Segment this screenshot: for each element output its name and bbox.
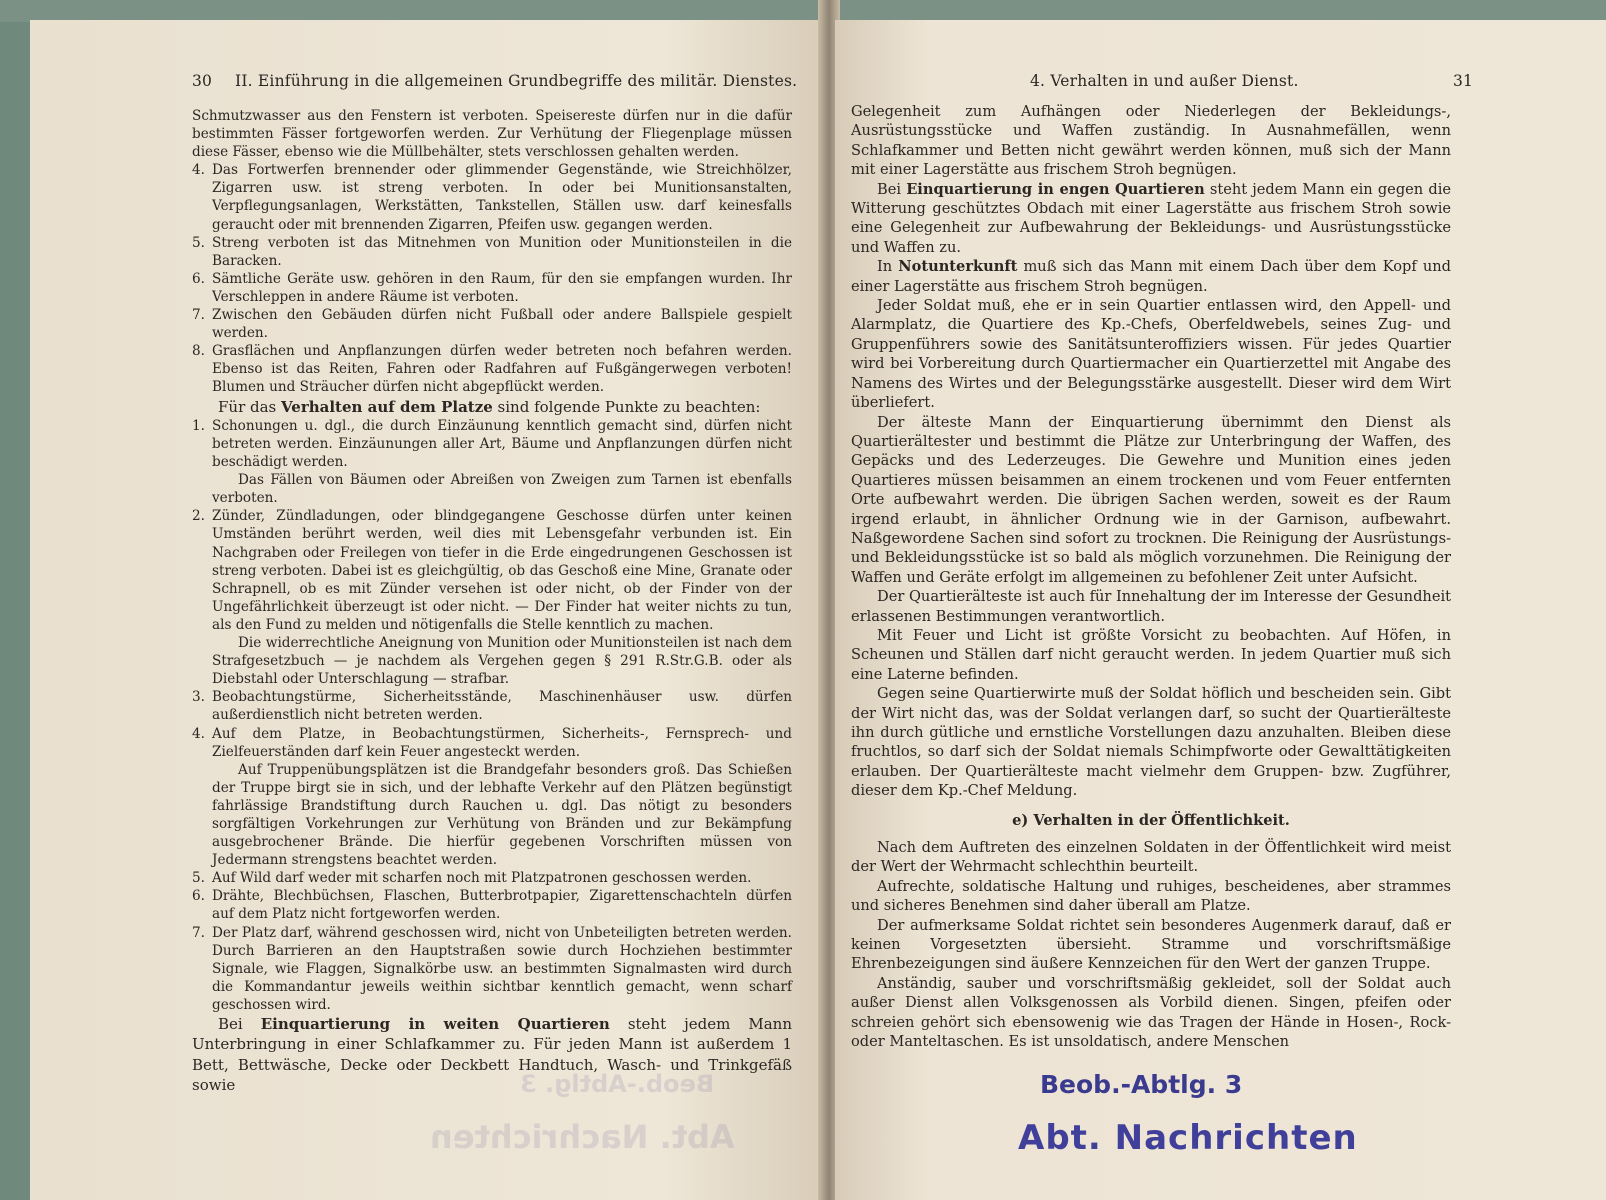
- unit-stamp: Beob.-Abtlg. 3: [1040, 1070, 1243, 1099]
- right-page: [835, 20, 1606, 1200]
- list-item: [192, 161, 792, 233]
- bold-term: Einquartierung in weiten Quartieren: [260, 1015, 610, 1033]
- bold-term: Einquartierung in engen Quartieren: [906, 180, 1205, 198]
- unit-stamp: Abt. Nachrichten: [1018, 1118, 1358, 1158]
- item-number: 5.: [192, 234, 205, 251]
- list-item: 5. Auf Wild darf weder mit scharfen noch mit Platzpatronen geschossen werden.: [192, 869, 792, 887]
- paragraph: Der Quartierälteste ist auch für Innehaltung der im Interesse der Gesundheit erlassenen Bestimmungen verantwortlich.: [851, 588, 1451, 625]
- item-text: Drähte, Blechbüchsen, Flaschen, Butterbrotpapier, Zigarettenschachteln dürfen auf dem Platz nicht fortgeworfen werden.: [212, 888, 792, 923]
- paragraph: Gelegenheit zum Aufhängen oder Niederlegen der Bekleidungs-, Ausrüstungsstücke und Waffen zuständig. In Ausnahmefällen, wenn Schlafkammer und Betten nicht gewährt werden können, muß sich der Mann mit einer Lagerstätte aus frischem Stroh begnügen.: [851, 103, 1451, 179]
- bold-term: Notunterkunft: [898, 258, 1018, 276]
- item-text: Auf dem Platze, in Beobachtungstürmen, Sicherheits-, Fernsprech- und Zielfeuerständen darf kein Feuer angesteckt werden. Auf Truppenübungsplätzen ist die Brandgefahr besonders groß. Das Schießen der Truppe birgt sie in sich, und der lebhafte Verkehr auf den Plätzen begünstigt fahrlässige Brandstiftung durch Rauchen u. dgl. Das nötigt zu besonders sorgfältigen Vorkehrungen zur Verhütung von Bränden und zur Bekämpfung ausgebrochener Brände. Die hierfür gegebenen Vorschriften müssen von Jedermann strengstens beachtet werden.: [212, 725, 792, 869]
- paragraph: Mit Feuer und Licht ist größte Vorsicht zu beobachten. Auf Höfen, in Scheunen und Ställen darf nicht geraucht werden. In jedem Quartier muß sich eine Laterne befinden.: [851, 626, 1451, 683]
- bold-term: Verhalten auf dem Platze: [281, 397, 493, 416]
- running-head-right: 4. Verhalten in und außer Dienst.: [1030, 72, 1299, 90]
- item-text: Zünder, Zündladungen, oder blindgegangene Geschosse dürfen unter keinen Umständen berührt werden, weil dies mit Lebensgefahr verbunden ist. Ein Nachgraben oder Freilegen von tiefer in die Erde eingedrungenen Geschossen ist streng verboten. Dabei ist es gleichgültig, ob das Geschoß eine Mine, Granate oder Schrapnell, ob es mit Zünder versehen ist oder nicht, ob der Finder von der Ungefährlichkeit überzeugt ist oder nicht. — Der Finder hat weiter nichts zu tun, als den Fund zu melden und nötigenfalls die Stelle kenntlich zu machen. Die widerrechtliche Aneignung von Munition oder Munitionsteilen ist nach dem Strafgesetzbuch — je nachdem als Vergehen gegen § 291 R.Str.G.B. oder als Diebstahl oder Unterschlagung — strafbar.: [212, 508, 792, 688]
- paragraph: Jeder Soldat muß, ehe er in sein Quartier entlassen wird, den Appell- und Alarmplatz, die Quartiere des Kp.-Chefs, Oberfeldwebels, seines Zug- und Gruppenführers sowie des Sanitätsunteroffiziers wissen. Für jedes Quartier wird bei Vorbereitung durch Quartiermacher ein Quartierzettel mit Angabe des Namens des Wirtes und der Belegungsstärke ausgestellt. Dieser wird dem Wirt überliefert.: [851, 297, 1451, 412]
- left-page: [30, 20, 822, 1200]
- paragraph: Gegen seine Quartierwirte muß der Soldat höflich und bescheiden sein. Gibt der Wirt nicht das, was der Soldat verlangen darf, so sucht der Quartierälteste ihn durch gütliche und ernstliche Vorstellungen dazu anzuhalten. Bleiben diese fruchtlos, so darf sich der Soldat niemals Schimpfworte oder Gewalttätigkeiten erlauben. Der Quartierälteste macht vielmehr dem Gruppen- bzw. Zugführer, dieser dem Kp.-Chef Meldung.: [851, 685, 1451, 800]
- list-item: [192, 306, 792, 342]
- list-item: 3. Beobachtungstürme, Sicherheitsstände, Maschinenhäuser usw. dürfen außerdienstlich nicht betreten werden.: [192, 689, 792, 724]
- item-text: Auf Wild darf weder mit scharfen noch mit Platzpatronen geschossen werden.: [212, 870, 752, 887]
- stamp-bleedthrough: Abt. Nachrichten: [430, 1118, 735, 1156]
- item-text: Das Fortwerfen brennender oder glimmender Gegenstände, wie Streichhölzer, Zigarren usw. ist streng verboten. In oder bei Munitionsanstalten, Verpflegungsanlagen, Werkstätten, Tankstellen, Ställen usw. darf keinesfalls geraucht oder mit brennenden Zigarren, Pfeifen usw. gegangen werden.: [212, 162, 792, 233]
- paragraph: Nach dem Auftreten des einzelnen Soldaten in der Öffentlichkeit wird meist der Wert der Wehrmacht schlechthin beurteilt.: [851, 839, 1451, 876]
- item-number: 4.: [192, 162, 205, 179]
- page-number-left: 30: [192, 72, 213, 90]
- list-item: [192, 270, 792, 306]
- item-number: 6.: [192, 270, 205, 287]
- background-band: [0, 0, 1606, 22]
- item-text: Der Platz darf, während geschossen wird, nicht von Unbeteiligten betreten werden. Durch Barrieren an den Hauptstraßen sowie durch Hochziehen bestimmter Signale, wie Flaggen, Signalkörbe usw. an bestimmten Signalmasten wird durch die Kommandantur jeweils weithin sichtbar kenntlich gemacht, wenn scharf geschossen wird.: [212, 924, 792, 1013]
- item-text: Beobachtungstürme, Sicherheitsstände, Maschinenhäuser usw. dürfen außerdienstlich nicht betreten werden.: [212, 689, 792, 724]
- list-item: [192, 234, 792, 270]
- text-run: Für das: [218, 397, 282, 416]
- list-item: 1. Schonungen u. dgl., die durch Einzäunung kenntlich gemacht sind, dürfen nicht betreten werden. Einzäunungen aller Art, Bäume und Anpflanzungen dürfen nicht beschädigt werden. Das Fällen von Bäumen oder Abreißen von Zweigen zum Tarnen ist ebenfalls verboten.: [192, 417, 792, 507]
- paragraph: Bei Einquartierung in engen Quartieren steht jedem Mann ein gegen die Witterung geschütztes Obdach mit einer Lagerstätte aus frischem Stroh sowie eine Gelegenheit zur Aufbewahrung der Bekleidungs- und Ausrüstungsstücke und Waffen zu.: [851, 180, 1452, 256]
- paragraph: Der älteste Mann der Einquartierung übernimmt den Dienst als Quartierältester und bestimmt die Plätze zur Unterbringung der Waffen, des Gepäcks und des Lederzeuges. Die Gewehre und Munition eines jeden Quartieres müssen beisammen an einem trockenen und vom Feuer entfernten Orte aufbewahrt werden. Die übrigen Sachen werden, soweit es der Raum irgend erlaubt, in ähnlicher Ordnung wie in der Garnison, aufbewahrt. Naßgewordene Sachen sind sofort zu trocknen. Die Reinigung der Ausrüstungs- und Bekleidungsstücke ist so bald als möglich vorzunehmen. Die Reinigung der Waffen und Geräte erfolgt im allgemeinen zu befohlener Zeit unter Aufsicht.: [851, 413, 1451, 586]
- item-number: 8.: [192, 343, 205, 360]
- list-item: [192, 342, 792, 396]
- item-text: Zwischen den Gebäuden dürfen nicht Fußball oder andere Ballspiele gespielt werden.: [212, 307, 792, 342]
- paragraph: Anständig, sauber und vorschriftsmäßig gekleidet, soll der Soldat auch außer Dienst allen Volksgenossen als Vorbild dienen. Singen, pfeifen oder schreien gehört sich ebensowenig wie das Tragen der Hände in Hosen-, Rock- oder Manteltaschen. Es ist unsoldatisch, andere Menschen: [851, 974, 1451, 1051]
- item-text: Schonungen u. dgl., die durch Einzäunung kenntlich gemacht sind, dürfen nicht betreten werden. Einzäunungen aller Art, Bäume und Anpflanzungen dürfen nicht beschädigt werden. Das Fällen von Bäumen oder Abreißen von Zweigen zum Tarnen ist ebenfalls verboten.: [212, 417, 792, 507]
- list-item: 6. Drähte, Blechbüchsen, Flaschen, Butterbrotpapier, Zigarettenschachteln dürfen auf dem Platz nicht fortgeworfen werden.: [192, 888, 792, 923]
- running-head-left: II. Einführung in die allgemeinen Grundbegriffe des militär. Dienstes.: [235, 72, 798, 90]
- item-text: Grasflächen und Anpflanzungen dürfen weder betreten noch befahren werden. Ebenso ist das Reiten, Fahren oder Radfahren auf Fußgängerwegen verboten! Blumen und Sträucher dürfen nicht abgepflückt werden.: [212, 343, 792, 396]
- item-text: Streng verboten ist das Mitnehmen von Munition oder Munitionsteilen in die Baracken.: [212, 234, 792, 269]
- text-run: steht jedem Mann Unterbringung in einer Schlafkammer zu. Für jeden Mann ist außerdem 1 Bett, Bettwäsche, Decke oder Deckbett Handtuch, Wasch- und Trinkgefäß sowie: [192, 1015, 792, 1095]
- text-run: sind folgende Punkte zu beachten:: [492, 397, 761, 416]
- text-run: Bei: [218, 1015, 261, 1033]
- right-page-body: [851, 102, 1451, 1052]
- paragraph: Der aufmerksame Soldat richtet sein besonderes Augenmerk darauf, daß er keinen Vorgesetzten übersieht. Stramme und vorschriftsmäßige Ehrenbezeigungen sind äußere Kennzeichen für den Wert der ganzen Truppe.: [851, 916, 1451, 973]
- stamp-bleedthrough: Beob.-Abtlg. 3: [520, 1070, 715, 1098]
- section-heading: e) Verhalten in der Öffentlichkeit.: [1012, 811, 1290, 829]
- item-text: Sämtliche Geräte usw. gehören in den Raum, für den sie empfangen wurden. Ihr Verschleppen in andere Räume ist verboten.: [212, 270, 792, 305]
- intro-paragraph: Schmutzwasser aus den Fenstern ist verboten. Speisereste dürfen nur in die dafür bestimmten Fässer fortgeworfen werden. Zur Verhütung der Fliegenplage müssen diese Fässer, ebenso wie die Müllbehälter, stets verschlossen gehalten werden.: [192, 108, 792, 161]
- list-item: 2. Zünder, Zündladungen, oder blindgegangene Geschosse dürfen unter keinen Umständen berührt werden, weil dies mit Lebensgefahr verbunden ist. Ein Nachgraben oder Freilegen von tiefer in die Erde eingedrungenen Geschossen ist streng verboten. Dabei ist es gleichgültig, ob das Geschoß eine Mine, Granate oder Schrapnell, ob es mit Zünder versehen ist oder nicht, ob der Finder von der Ungefährlichkeit überzeugt ist oder nicht. — Der Finder hat weiter nichts zu tun, als den Fund zu melden und nötigenfalls die Stelle kenntlich zu machen. Die widerrechtliche Aneignung von Munition oder Munitionsteilen ist nach dem Strafgesetzbuch — je nachdem als Vergehen gegen § 291 R.Str.G.B. oder als Diebstahl oder Unterschlagung — strafbar.: [192, 508, 792, 688]
- page-number-right: 31: [1453, 72, 1474, 90]
- platz-intro: [192, 397, 792, 417]
- list-item: 7. Der Platz darf, während geschossen wird, nicht von Unbeteiligten betreten werden. Durch Barrieren an den Hauptstraßen sowie durch Hochziehen bestimmter Signale, wie Flaggen, Signalkörbe usw. an bestimmten Signalmasten wird durch die Kommandantur jeweils weithin sichtbar kenntlich gemacht, wenn scharf geschossen wird.: [192, 924, 792, 1013]
- list-item: 4. Auf dem Platze, in Beobachtungstürmen, Sicherheits-, Fernsprech- und Zielfeuerständen darf kein Feuer angesteckt werden. Auf Truppenübungsplätzen ist die Brandgefahr besonders groß. Das Schießen der Truppe birgt sie in sich, und der lebhafte Verkehr auf den Plätzen begünstigt fahrlässige Brandstiftung durch Rauchen u. dgl. Das nötigt zu besonders sorgfältigen Vorkehrungen zur Verhütung von Bränden und zur Bekämpfung ausgebrochener Brände. Die hierfür gegebenen Vorschriften müssen von Jedermann strengstens beachtet werden.: [192, 725, 792, 869]
- left-page-body: [192, 107, 792, 1096]
- paragraph: Aufrechte, soldatische Haltung und ruhiges, bescheidenes, aber strammes und sicheres Benehmen sind daher überall am Platze.: [851, 877, 1451, 915]
- paragraph: In Notunterkunft muß sich das Mann mit einem Dach über dem Kopf und einer Lagerstätte aus frischem Stroh begnügen.: [851, 258, 1451, 295]
- item-number: 7.: [192, 307, 205, 324]
